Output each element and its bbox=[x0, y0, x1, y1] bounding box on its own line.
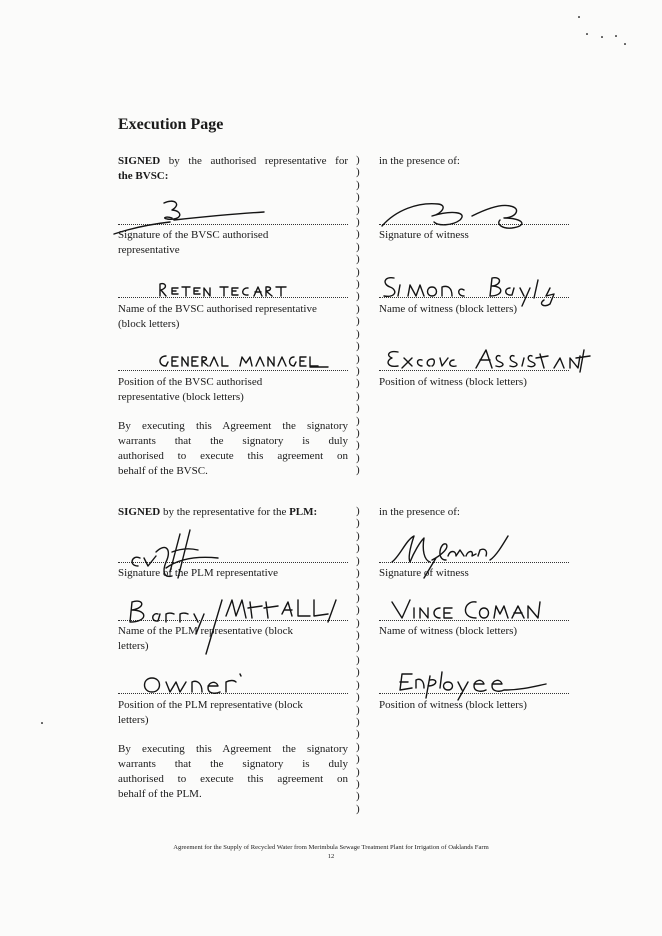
plm-witness-name-handwriting bbox=[388, 596, 558, 624]
plm-position-handwriting bbox=[140, 668, 260, 698]
bvsc-name-handwriting bbox=[156, 276, 296, 300]
bvsc-witness-name-label: Name of witness (block letters) bbox=[379, 303, 518, 315]
page-title: Execution Page bbox=[118, 116, 224, 133]
bvsc-signed-bold: SIGNED bbox=[118, 155, 161, 167]
page-footer bbox=[0, 843, 662, 861]
plm-witness-position-handwriting bbox=[396, 666, 566, 700]
bvsc-name-label: Name of the BVSC authorised representative (block letters) bbox=[118, 303, 317, 330]
plm-position-label: Position of the PLM representative (block letters) bbox=[118, 699, 303, 726]
bvsc-witness-position-handwriting bbox=[384, 344, 594, 376]
scan-speck bbox=[586, 33, 588, 35]
page-number: 12 bbox=[327, 853, 335, 860]
bvsc-signature-label: Signature of the BVSC authorised representative bbox=[118, 229, 269, 256]
bvsc-authority-clause: By executing this Agreement the signatory warrants that the signatory is duly authorised to execute this agreement on behalf of the BVSC. bbox=[118, 420, 348, 477]
scan-speck bbox=[578, 16, 580, 18]
scan-speck bbox=[601, 36, 603, 38]
plm-name-label: Name of the PLM representative (block letters) bbox=[118, 625, 294, 652]
bvsc-position-handwriting bbox=[156, 350, 346, 372]
footer-agreement-title: Agreement for the Supply of Recycled Water from Merimbula Sewage Treatment Plant for Irrigation of Oaklands Farm bbox=[173, 844, 489, 851]
bvsc-position-label: Position of the BVSC authorised representative (block letters) bbox=[118, 376, 263, 403]
bvsc-signed-text: by the authorised representative for bbox=[160, 155, 348, 167]
bvsc-signed-line2: the BVSC: bbox=[118, 170, 169, 182]
plm-witness-intro: in the presence of: bbox=[379, 506, 460, 518]
bvsc-witness-position-label: Position of witness (block letters) bbox=[379, 376, 527, 388]
bvsc-witness-intro: in the presence of: bbox=[379, 155, 460, 167]
plm-signed-heading: SIGNED by the representative for the PLM: bbox=[118, 506, 318, 518]
plm-authority-clause: By executing this Agreement the signatory warrants that the signatory is duly authorised to execute this agreement on behalf of the PLM. bbox=[118, 743, 348, 800]
bvsc-witness-signature-handwriting bbox=[376, 196, 576, 232]
plm-witness-name-label: Name of witness (block letters) bbox=[379, 625, 518, 637]
plm-witness-position-label: Position of witness (block letters) bbox=[379, 699, 527, 711]
scan-speck bbox=[615, 35, 617, 37]
bvsc-parentheses-column: ) ) ) ) ) ) ) ) ) ) ) ) ) ) ) ) ) ) ) ) ) ) ) ) ) ) bbox=[356, 154, 360, 477]
bvsc-signed-heading bbox=[118, 154, 348, 184]
plm-parentheses-column: ) ) ) ) ) ) ) ) ) ) ) ) ) ) ) ) ) ) ) ) ) ) ) ) ) bbox=[356, 505, 360, 815]
bvsc-witness-signature-label: Signature of witness bbox=[379, 229, 469, 241]
plm-signature-label: Signature of the PLM representative bbox=[118, 567, 279, 579]
plm-witness-signature-label: Signature of witness bbox=[379, 567, 469, 579]
scan-speck bbox=[624, 43, 626, 45]
scan-speck bbox=[41, 722, 43, 724]
